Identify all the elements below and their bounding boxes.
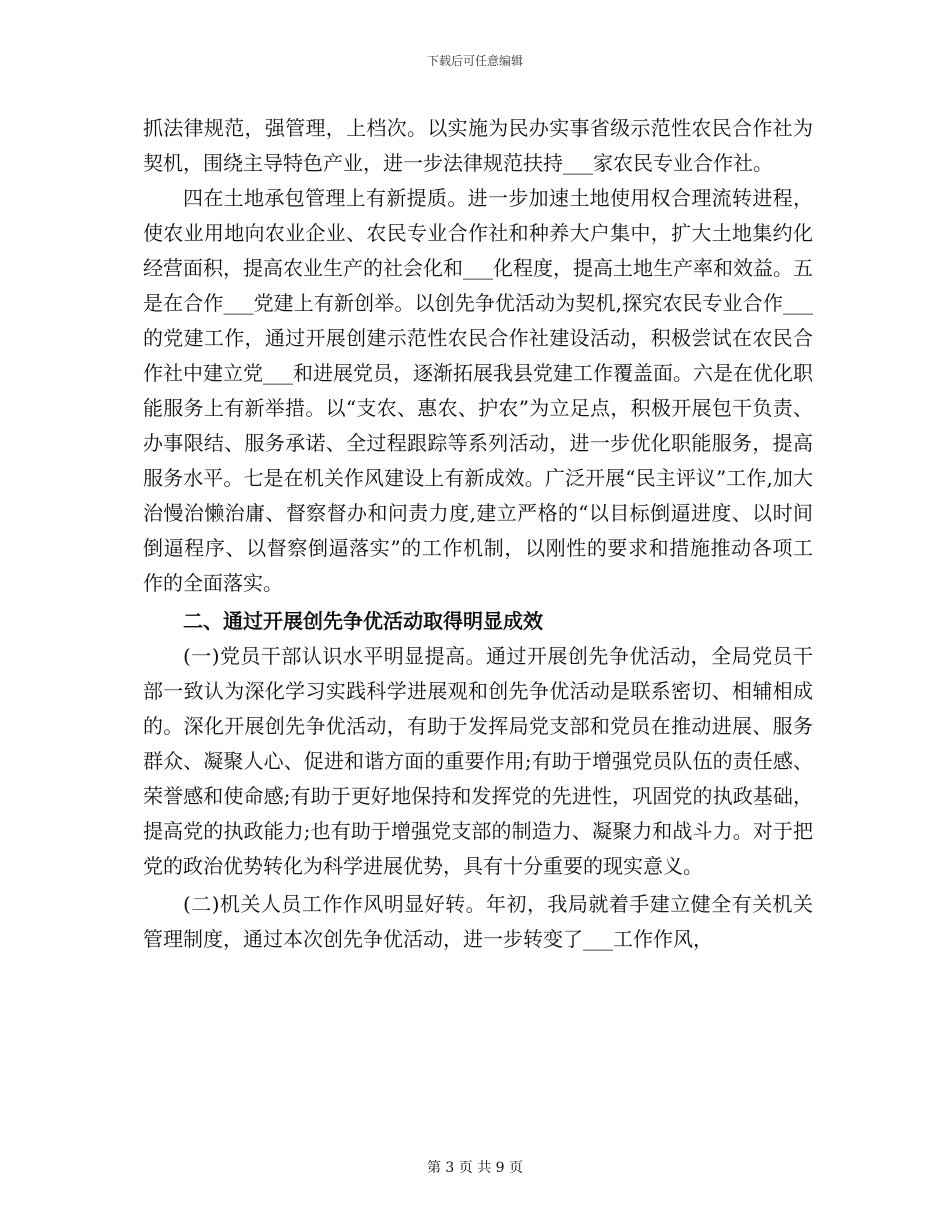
- paragraph-work-style: (二)机关人员工作作风明显好转。年初，我局就着手建立健全有关机关管理制度，通过本次创先争优活动，进一步转变了___工作作风，: [143, 892, 813, 951]
- page-header-note: 下载后可任意编辑: [426, 54, 523, 68]
- paragraph-continuation: 抓法律规范，强管理，上档次。以实施为民办实事省级示范性农民合作社为契机，围绕主导特色产业，进一步法律规范扶持___家农民专业合作社。: [143, 116, 813, 175]
- paragraph-cadre-awareness: (一)党员干部认识水平明显提高。通过开展创先争优活动，全局党员干部一致认为深化学习实践科学进展观和创先争优活动是联系密切、相辅相成的。深化开展创先争优活动，有助于发挥局党支部和党员在推动进展、服务群众、凝聚人心、促进和谐方面的重要作用;有助于增强党员队伍的责任感、荣誉感和使命感;有助于更好地保持和发挥党的先进性，巩固党的执政基础，提高党的执政能力;也有助于增强党支部的制造力、凝聚力和战斗力。对于把党的政治优势转化为科学进展优势，具有十分重要的现实意义。: [143, 644, 813, 878]
- document-body: [143, 111, 813, 957]
- paragraph-land-contract: 四在土地承包管理上有新提质。进一步加速土地使用权合理流转进程，使农业用地向农业企业、农民专业合作社和种养大户集中，扩大土地集约化经营面积，提高农业生产的社会化和___化程度，提高土地生产率和效益。五是在合作___党建上有新创举。以创先争优活动为契机,探究农民专业合作___的党建工作，通过开展创建示范性农民合作社建设活动，积极尝试在农民合作社中建立党___和进展党员，逐渐拓展我县党建工作覆盖面。六是在优化职能服务上有新举措。以“支农、惠农、护农”为立足点，积极开展包干负责、办事限结、服务承诺、全过程跟踪等系列活动，进一步优化职能服务，提高服务水平。七是在机关作风建设上有新成效。广泛开展“民主评议”工作,加大治慢治懒治庸、督察督办和问责力度,建立严格的“以目标倒逼进度、以时间倒逼程序、以督察倒逼落实”的工作机制，以刚性的要求和措施推动各项工作的全面落实。: [143, 186, 813, 595]
- section-heading: 二、通过开展创先争优活动取得明显成效: [183, 609, 543, 633]
- page-number-footer: 第 3 页 共 9 页: [426, 1160, 524, 1176]
